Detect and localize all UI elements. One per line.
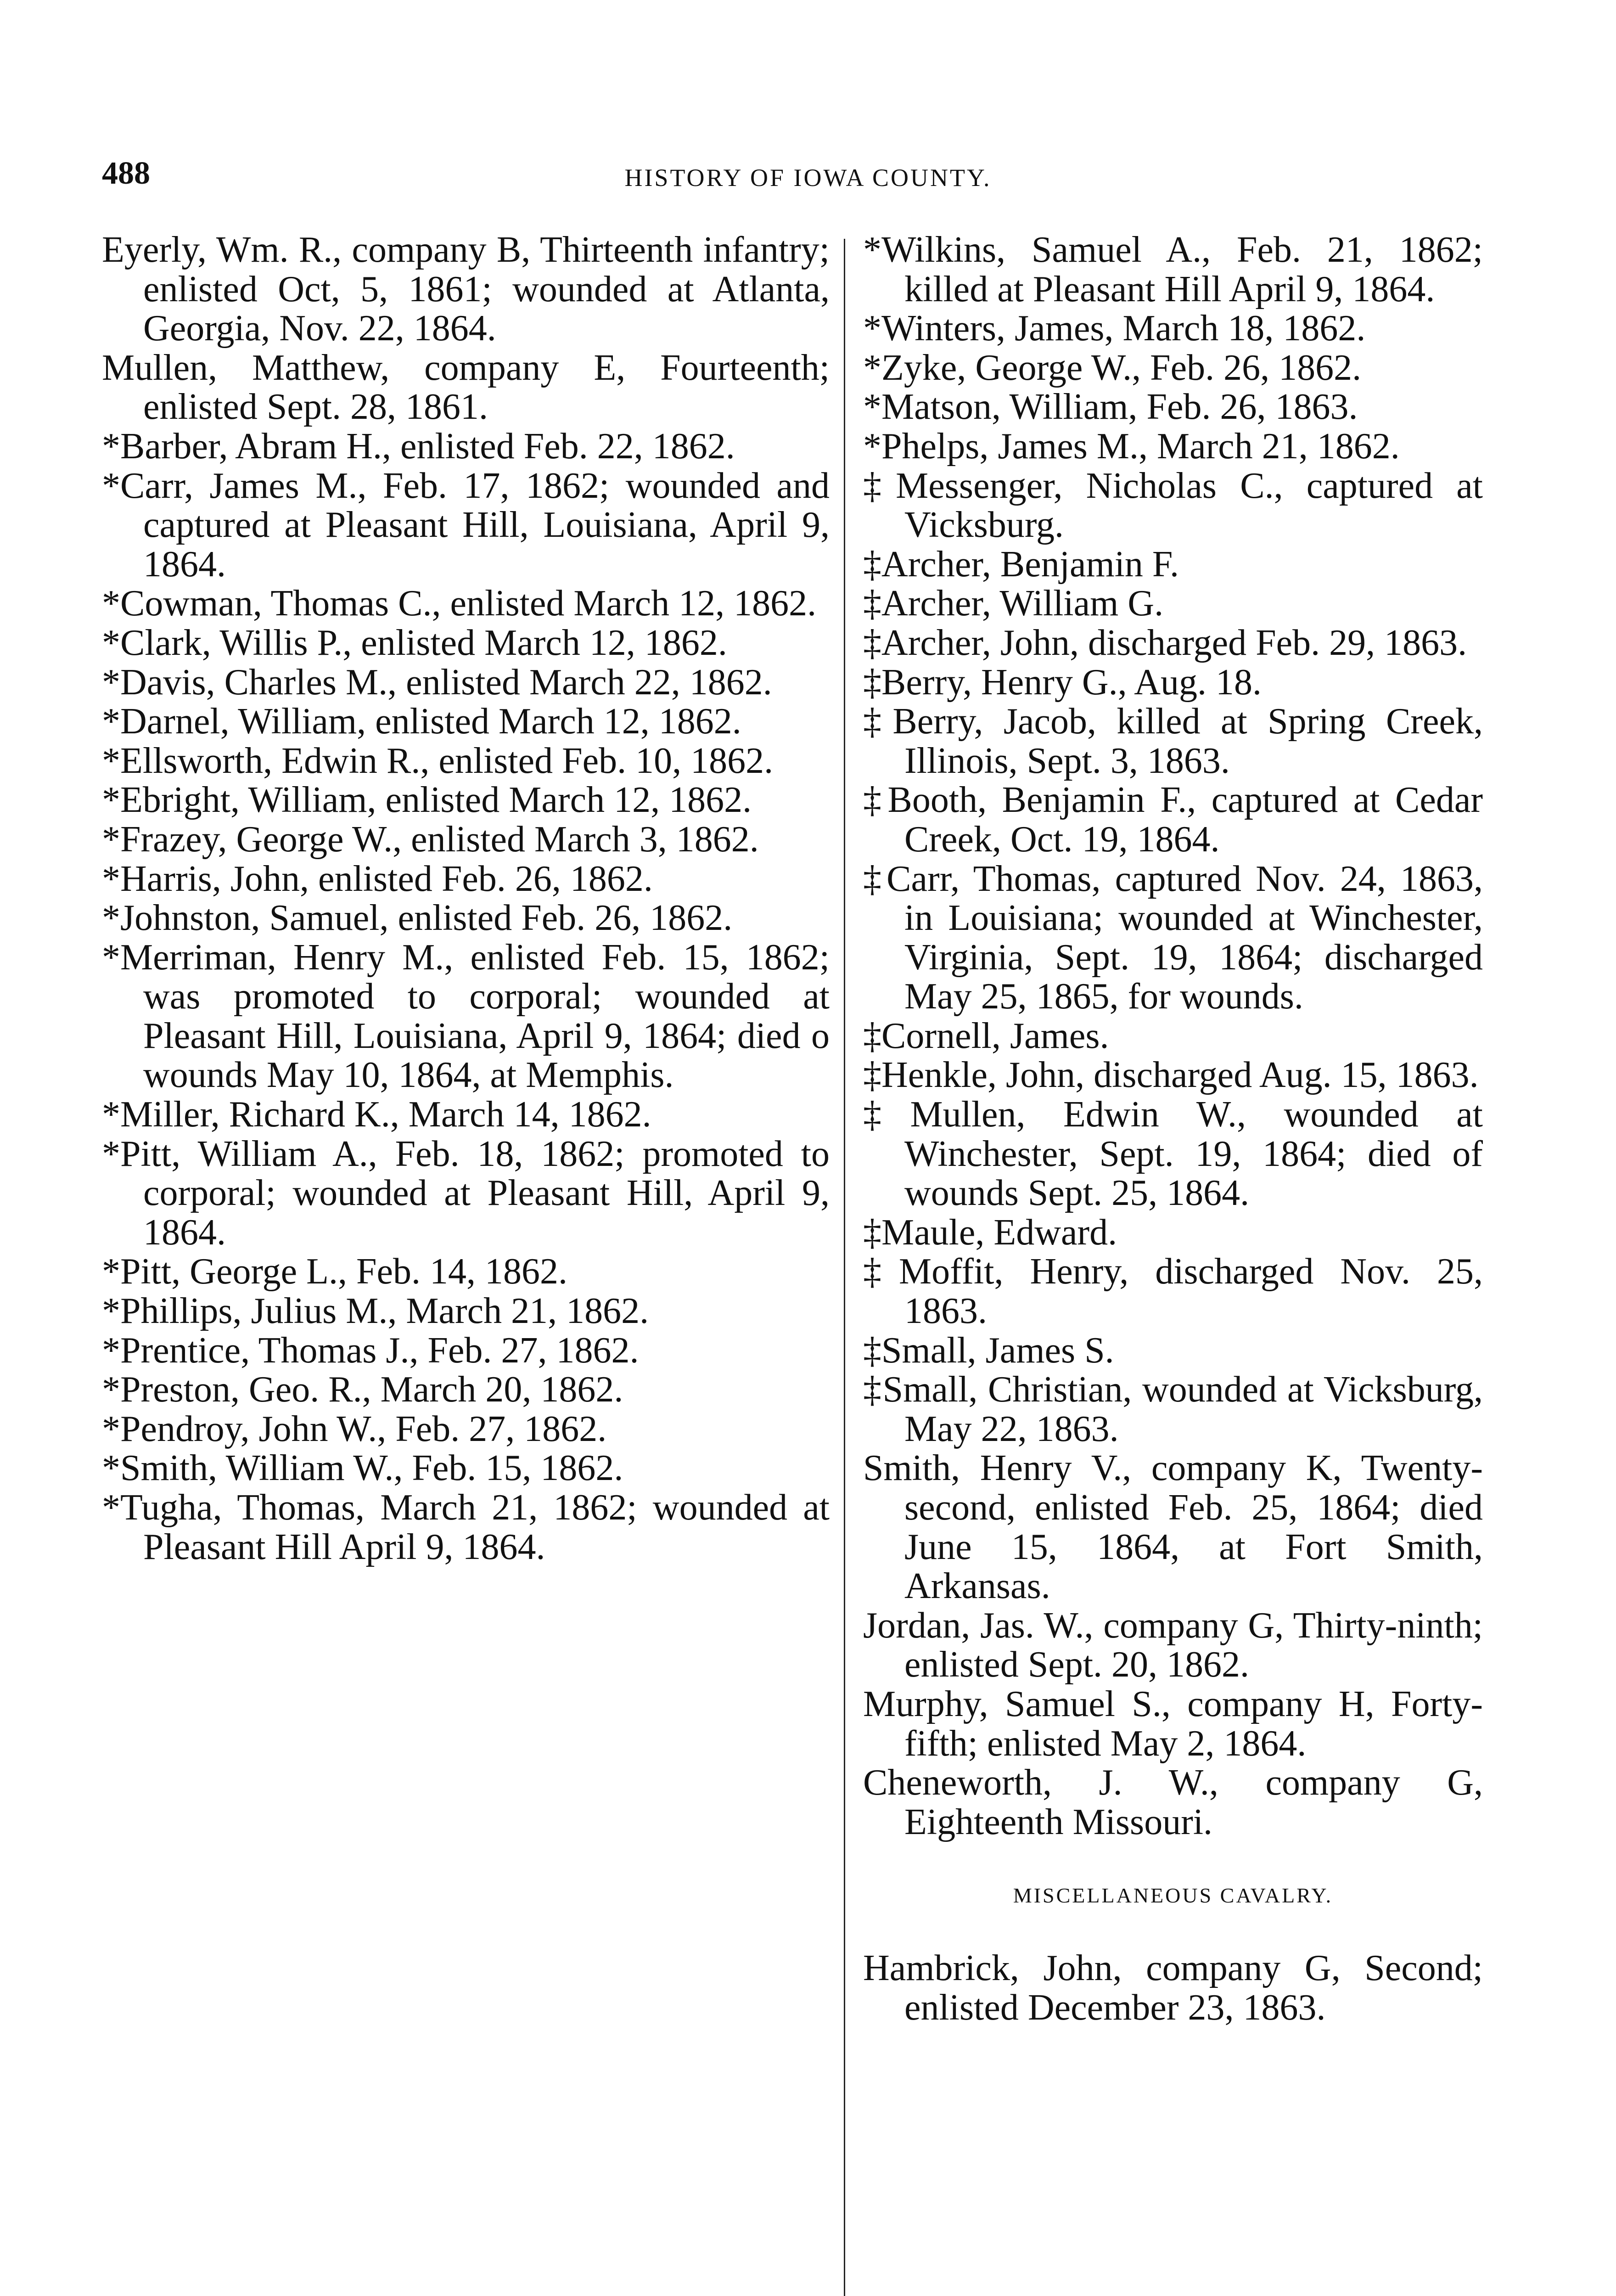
roster-entry: *Zyke, George W., Feb. 26, 1862.	[863, 347, 1362, 388]
roster-entry: ‡Booth, Benjamin F., captured at Cedar Creek, Oct. 19, 1864.	[863, 780, 1483, 860]
roster-entry: Mullen, Matthew, company E, Fourteenth; enlisted Sept. 28, 1861.	[102, 347, 830, 428]
roster-entry: ‡Small, Christian, wounded at Vicksburg, May 22, 1863.	[863, 1369, 1483, 1449]
roster-entry: *Ellsworth, Edwin R., enlisted Feb. 10, 1862.	[102, 740, 774, 781]
roster-entry: *Pendroy, John W., Feb. 27, 1862.	[102, 1408, 607, 1449]
roster-entry: *Wilkins, Samuel A., Feb. 21, 1862; killed at Pleasant Hill April 9, 1864.	[863, 230, 1483, 310]
roster-entry: ‡Berry, Jacob, killed at Spring Creek, Illinois, Sept. 3, 1863.	[863, 701, 1483, 781]
roster-entry: Murphy, Samuel S., company H, Forty-fifth; enlisted May 2, 1864.	[863, 1683, 1483, 1764]
roster-entry: Eyerly, Wm. R., company B, Thirteenth infantry; enlisted Oct, 5, 1861; wounded at Atlanta, Georgia, Nov. 22, 1864.	[102, 230, 830, 349]
roster-entry: ‡Moffit, Henry, discharged Nov. 25, 1863.	[863, 1251, 1483, 1332]
roster-entry: *Frazey, George W., enlisted March 3, 1862.	[102, 819, 759, 860]
roster-entry: Smith, Henry V., company K, Twenty-second, enlisted Feb. 25, 1864; died June 15, 1864, at Fort Smith, Arkansas.	[863, 1448, 1483, 1607]
roster-entry: *Smith, William W., Feb. 15, 1862.	[102, 1448, 623, 1489]
column-divider	[844, 239, 845, 2296]
roster-entry: ‡Archer, Benjamin F.	[863, 544, 1179, 585]
roster-entry: *Carr, James M., Feb. 17, 1862; wounded and captured at Pleasant Hill, Louisiana, April 9, 1864.	[102, 465, 830, 585]
roster-entry: *Pitt, William A., Feb. 18, 1862; promoted to corporal; wounded at Pleasant Hill, April 9, 1864.	[102, 1133, 830, 1253]
roster-entry: *Merriman, Henry M., enlisted Feb. 15, 1862; was promoted to corporal; wounded at Pleasant Hill, Louisiana, April 9, 1864; died o wounds May 10, 1864, at Memphis.	[102, 937, 830, 1096]
roster-entry: *Matson, William, Feb. 26, 1863.	[863, 387, 1358, 428]
roster-entry: ‡Henkle, John, discharged Aug. 15, 1863.	[863, 1055, 1479, 1096]
roster-entry: *Winters, James, March 18, 1862.	[863, 308, 1366, 349]
roster-entry: ‡Carr, Thomas, captured Nov. 24, 1863, in Louisiana; wounded at Winchester, Virginia, Sept. 19, 1864; discharged May 25, 1865, for wounds.	[863, 858, 1483, 1017]
section-heading-cavalry: MISCELLANEOUS CAVALRY.	[1013, 1884, 1333, 1908]
roster-entry: *Cowman, Thomas C., enlisted March 12, 1862.	[102, 583, 817, 624]
roster-entry: *Ebright, William, enlisted March 12, 1862.	[102, 780, 752, 821]
right-column	[863, 231, 1483, 2028]
roster-entry: *Clark, Willis P., enlisted March 12, 1862.	[102, 622, 727, 663]
roster-entry: ‡Archer, William G.	[863, 583, 1164, 624]
running-title: HISTORY OF IOWA COUNTY.	[624, 164, 992, 191]
roster-entry: *Harris, John, enlisted Feb. 26, 1862.	[102, 858, 653, 899]
roster-entry: Hambrick, John, company G, Second; enlisted December 23, 1863.	[863, 1948, 1483, 2028]
roster-entry: *Pitt, George L., Feb. 14, 1862.	[102, 1251, 568, 1292]
roster-entry: ‡Maule, Edward.	[863, 1212, 1117, 1253]
roster-entry: *Phelps, James M., March 21, 1862.	[863, 426, 1400, 467]
roster-entry: *Prentice, Thomas J., Feb. 27, 1862.	[102, 1330, 639, 1371]
roster-entry: *Barber, Abram H., enlisted Feb. 22, 1862.	[102, 426, 735, 467]
roster-entry: Jordan, Jas. W., company G, Thirty-ninth; enlisted Sept. 20, 1862.	[863, 1605, 1483, 1685]
roster-entry: *Johnston, Samuel, enlisted Feb. 26, 1862.	[102, 898, 733, 939]
roster-entry: *Darnel, William, enlisted March 12, 1862.	[102, 701, 741, 742]
roster-entry: Cheneworth, J. W., company G, Eighteenth Missouri.	[863, 1762, 1483, 1842]
roster-entry: *Davis, Charles M., enlisted March 22, 1862.	[102, 662, 772, 703]
roster-entry: ‡Cornell, James.	[863, 1015, 1109, 1056]
roster-entry: *Miller, Richard K., March 14, 1862.	[102, 1094, 651, 1135]
roster-entry: *Phillips, Julius M., March 21, 1862.	[102, 1291, 649, 1332]
roster-entry: ‡Mullen, Edwin W., wounded at Winchester, Sept. 19, 1864; died of wounds Sept. 25, 1864.	[863, 1094, 1483, 1214]
roster-entry: *Tugha, Thomas, March 21, 1862; wounded at Pleasant Hill April 9, 1864.	[102, 1487, 830, 1567]
roster-entry: ‡Berry, Henry G., Aug. 18.	[863, 662, 1262, 703]
roster-entry: *Preston, Geo. R., March 20, 1862.	[102, 1369, 623, 1410]
page-number: 488	[102, 156, 150, 191]
roster-entry: ‡Messenger, Nicholas C., captured at Vicksburg.	[863, 465, 1483, 546]
left-column	[102, 231, 830, 1567]
roster-entry: ‡Small, James S.	[863, 1330, 1114, 1371]
roster-entry: ‡Archer, John, discharged Feb. 29, 1863.	[863, 622, 1467, 663]
